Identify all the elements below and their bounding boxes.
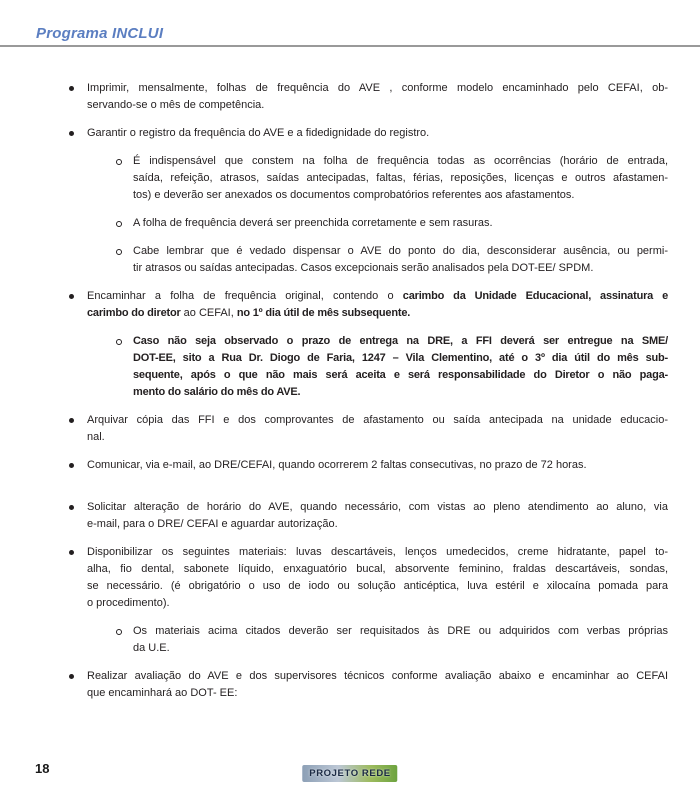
- bullet-item: [0, 499, 700, 533]
- paragraph: [87, 80, 668, 114]
- text-line: [133, 187, 668, 204]
- paragraph: [133, 333, 668, 401]
- bullet-dot-icon: [69, 418, 74, 423]
- sub-bullet-item: [0, 243, 700, 277]
- text-run: tos) e deverão ser anexados os documentos comprobatórios referentes aos afastamentos.: [133, 189, 575, 201]
- text-run: Encaminhar a folha de frequência original, contendo o: [87, 290, 403, 302]
- bold-text-run: carimbo do diretor: [87, 307, 181, 319]
- paragraph: [133, 623, 668, 657]
- bold-text-run: mento do salário do mês do AVE.: [133, 386, 301, 398]
- bullet-item: [0, 457, 700, 474]
- text-run: da U.E.: [133, 642, 170, 654]
- bullet-dot-icon: [69, 463, 74, 468]
- projeto-rede-badge: PROJETO REDE: [302, 765, 397, 782]
- bold-text-run: Caso não seja observado o prazo de entrega na DRE, a FFI deverá ser entregue na SME/: [133, 335, 668, 347]
- text-line: [133, 170, 668, 187]
- text-line: [87, 125, 668, 142]
- bullet-item: [0, 412, 700, 446]
- text-run: Arquivar cópia das FFI e dos comprovantes de afastamento ou saída antecipada na unidade educacio-: [87, 414, 668, 426]
- text-line: [87, 578, 668, 595]
- page-number: 18: [35, 761, 50, 776]
- text-line: [87, 429, 668, 446]
- paragraph: [133, 215, 668, 232]
- text-run: o procedimento).: [87, 597, 170, 609]
- text-line: [87, 288, 668, 305]
- text-run: ao CEFAI,: [180, 307, 237, 319]
- bullet-item: [0, 125, 700, 142]
- bullet-dot-icon: [69, 131, 74, 136]
- text-run: Solicitar alteração de horário do AVE, quando necessário, com vistas ao pleno atendimento ao aluno, via: [87, 501, 668, 513]
- text-line: [133, 350, 668, 367]
- text-line: [87, 561, 668, 578]
- text-run: que encaminhará ao DOT- EE:: [87, 687, 238, 699]
- bold-text-run: DOT-EE, sito a Rua Dr. Diogo de Faria, 1247 – Vila Clementino, até o 3º dia útil do mês sub-: [133, 352, 668, 364]
- bold-text-run: sequente, após o que não mais será aceita e será responsabilidade do Diretor o não paga-: [133, 369, 668, 381]
- text-line: [87, 544, 668, 561]
- text-run: A folha de frequência deverá ser preenchida corretamente e sem rasuras.: [133, 217, 493, 229]
- text-line: [87, 685, 668, 702]
- text-run: Disponibilizar os seguintes materiais: luvas descartáveis, lenços umedecidos, creme hidratante, papel to-: [87, 546, 668, 558]
- text-run: servando-se o mês de competência.: [87, 99, 265, 111]
- circle-bullet-icon: [116, 629, 122, 635]
- paragraph: [87, 288, 668, 322]
- text-line: [133, 384, 668, 401]
- sub-bullet-item: [0, 153, 700, 204]
- paragraph: [87, 668, 668, 702]
- bullet-item: [0, 544, 700, 612]
- text-line: [87, 499, 668, 516]
- paragraph: [133, 243, 668, 277]
- text-line: [133, 153, 668, 170]
- text-line: [133, 260, 668, 277]
- circle-bullet-icon: [116, 249, 122, 255]
- paragraph: [87, 544, 668, 612]
- text-run: se necessário. (é obrigatório o uso de iodo ou solução anticéptica, luva estéril e xilocaína pomada para: [87, 580, 668, 592]
- text-run: Cabe lembrar que é vedado dispensar o AVE do ponto do dia, desconsiderar ausência, ou permi-: [133, 245, 668, 257]
- text-run: Os materiais acima citados deverão ser requisitados às DRE ou adquiridos com verbas próprias: [133, 625, 668, 637]
- text-line: [87, 412, 668, 429]
- bullet-dot-icon: [69, 86, 74, 91]
- page-title: Programa INCLUI: [36, 25, 164, 42]
- text-line: [87, 668, 668, 685]
- text-run: nal.: [87, 431, 105, 443]
- text-line: [87, 305, 668, 322]
- sub-bullet-item: [0, 333, 700, 401]
- text-line: [87, 80, 668, 97]
- text-line: [87, 516, 668, 533]
- text-run: saída, refeição, atrasos, saídas antecipadas, faltas, férias, reposições, licenças e outros afastamen-: [133, 172, 668, 184]
- text-line: [133, 215, 668, 232]
- text-line: [87, 457, 668, 474]
- bullet-dot-icon: [69, 674, 74, 679]
- text-run: É indispensável que constem na folha de frequência todas as ocorrências (horário de entrada,: [133, 155, 668, 167]
- document-body: [0, 80, 700, 713]
- bullet-dot-icon: [69, 294, 74, 299]
- text-run: Comunicar, via e-mail, ao DRE/CEFAI, quando ocorrerem 2 faltas consecutivas, no prazo de 72 horas.: [87, 459, 587, 471]
- circle-bullet-icon: [116, 339, 122, 345]
- paragraph: [87, 499, 668, 533]
- text-line: [87, 595, 668, 612]
- paragraph: [87, 412, 668, 446]
- text-line: [133, 367, 668, 384]
- text-line: [87, 97, 668, 114]
- text-line: [133, 243, 668, 260]
- text-line: [133, 333, 668, 350]
- text-run: Realizar avaliação do AVE e dos supervisores técnicos conforme avaliação abaixo e encaminhar ao CEFAI: [87, 670, 668, 682]
- text-run: Garantir o registro da frequência do AVE e a fidedignidade do registro.: [87, 127, 430, 139]
- sub-bullet-item: [0, 215, 700, 232]
- text-run: Imprimir, mensalmente, folhas de frequência do AVE , conforme modelo encaminhado pelo CEFAI, ob-: [87, 82, 668, 94]
- paragraph: [87, 125, 668, 142]
- paragraph: [133, 153, 668, 204]
- bold-text-run: carimbo da Unidade Educacional, assinatura e: [402, 290, 668, 302]
- bullet-item: [0, 668, 700, 702]
- text-run: e-mail, para o DRE/ CEFAI e aguardar autorização.: [87, 518, 338, 530]
- text-line: [133, 623, 668, 640]
- text-run: alha, fio dental, sabonete líquido, enxaguatório bucal, absorvente feminino, fraldas descartáveis, sondas,: [87, 563, 668, 575]
- bullet-dot-icon: [69, 505, 74, 510]
- text-line: [133, 640, 668, 657]
- circle-bullet-icon: [116, 159, 122, 165]
- bullet-item: [0, 80, 700, 114]
- circle-bullet-icon: [116, 221, 122, 227]
- text-run: tir atrasos ou saídas antecipadas. Casos excepcionais serão analisados pela DOT-EE/ SPDM.: [133, 262, 594, 274]
- bold-text-run: no 1º dia útil de mês subsequente.: [236, 307, 411, 319]
- paragraph: [87, 457, 668, 474]
- bullet-item: [0, 288, 700, 322]
- bullet-dot-icon: [69, 550, 74, 555]
- header-rule: [0, 45, 700, 47]
- sub-bullet-item: [0, 623, 700, 657]
